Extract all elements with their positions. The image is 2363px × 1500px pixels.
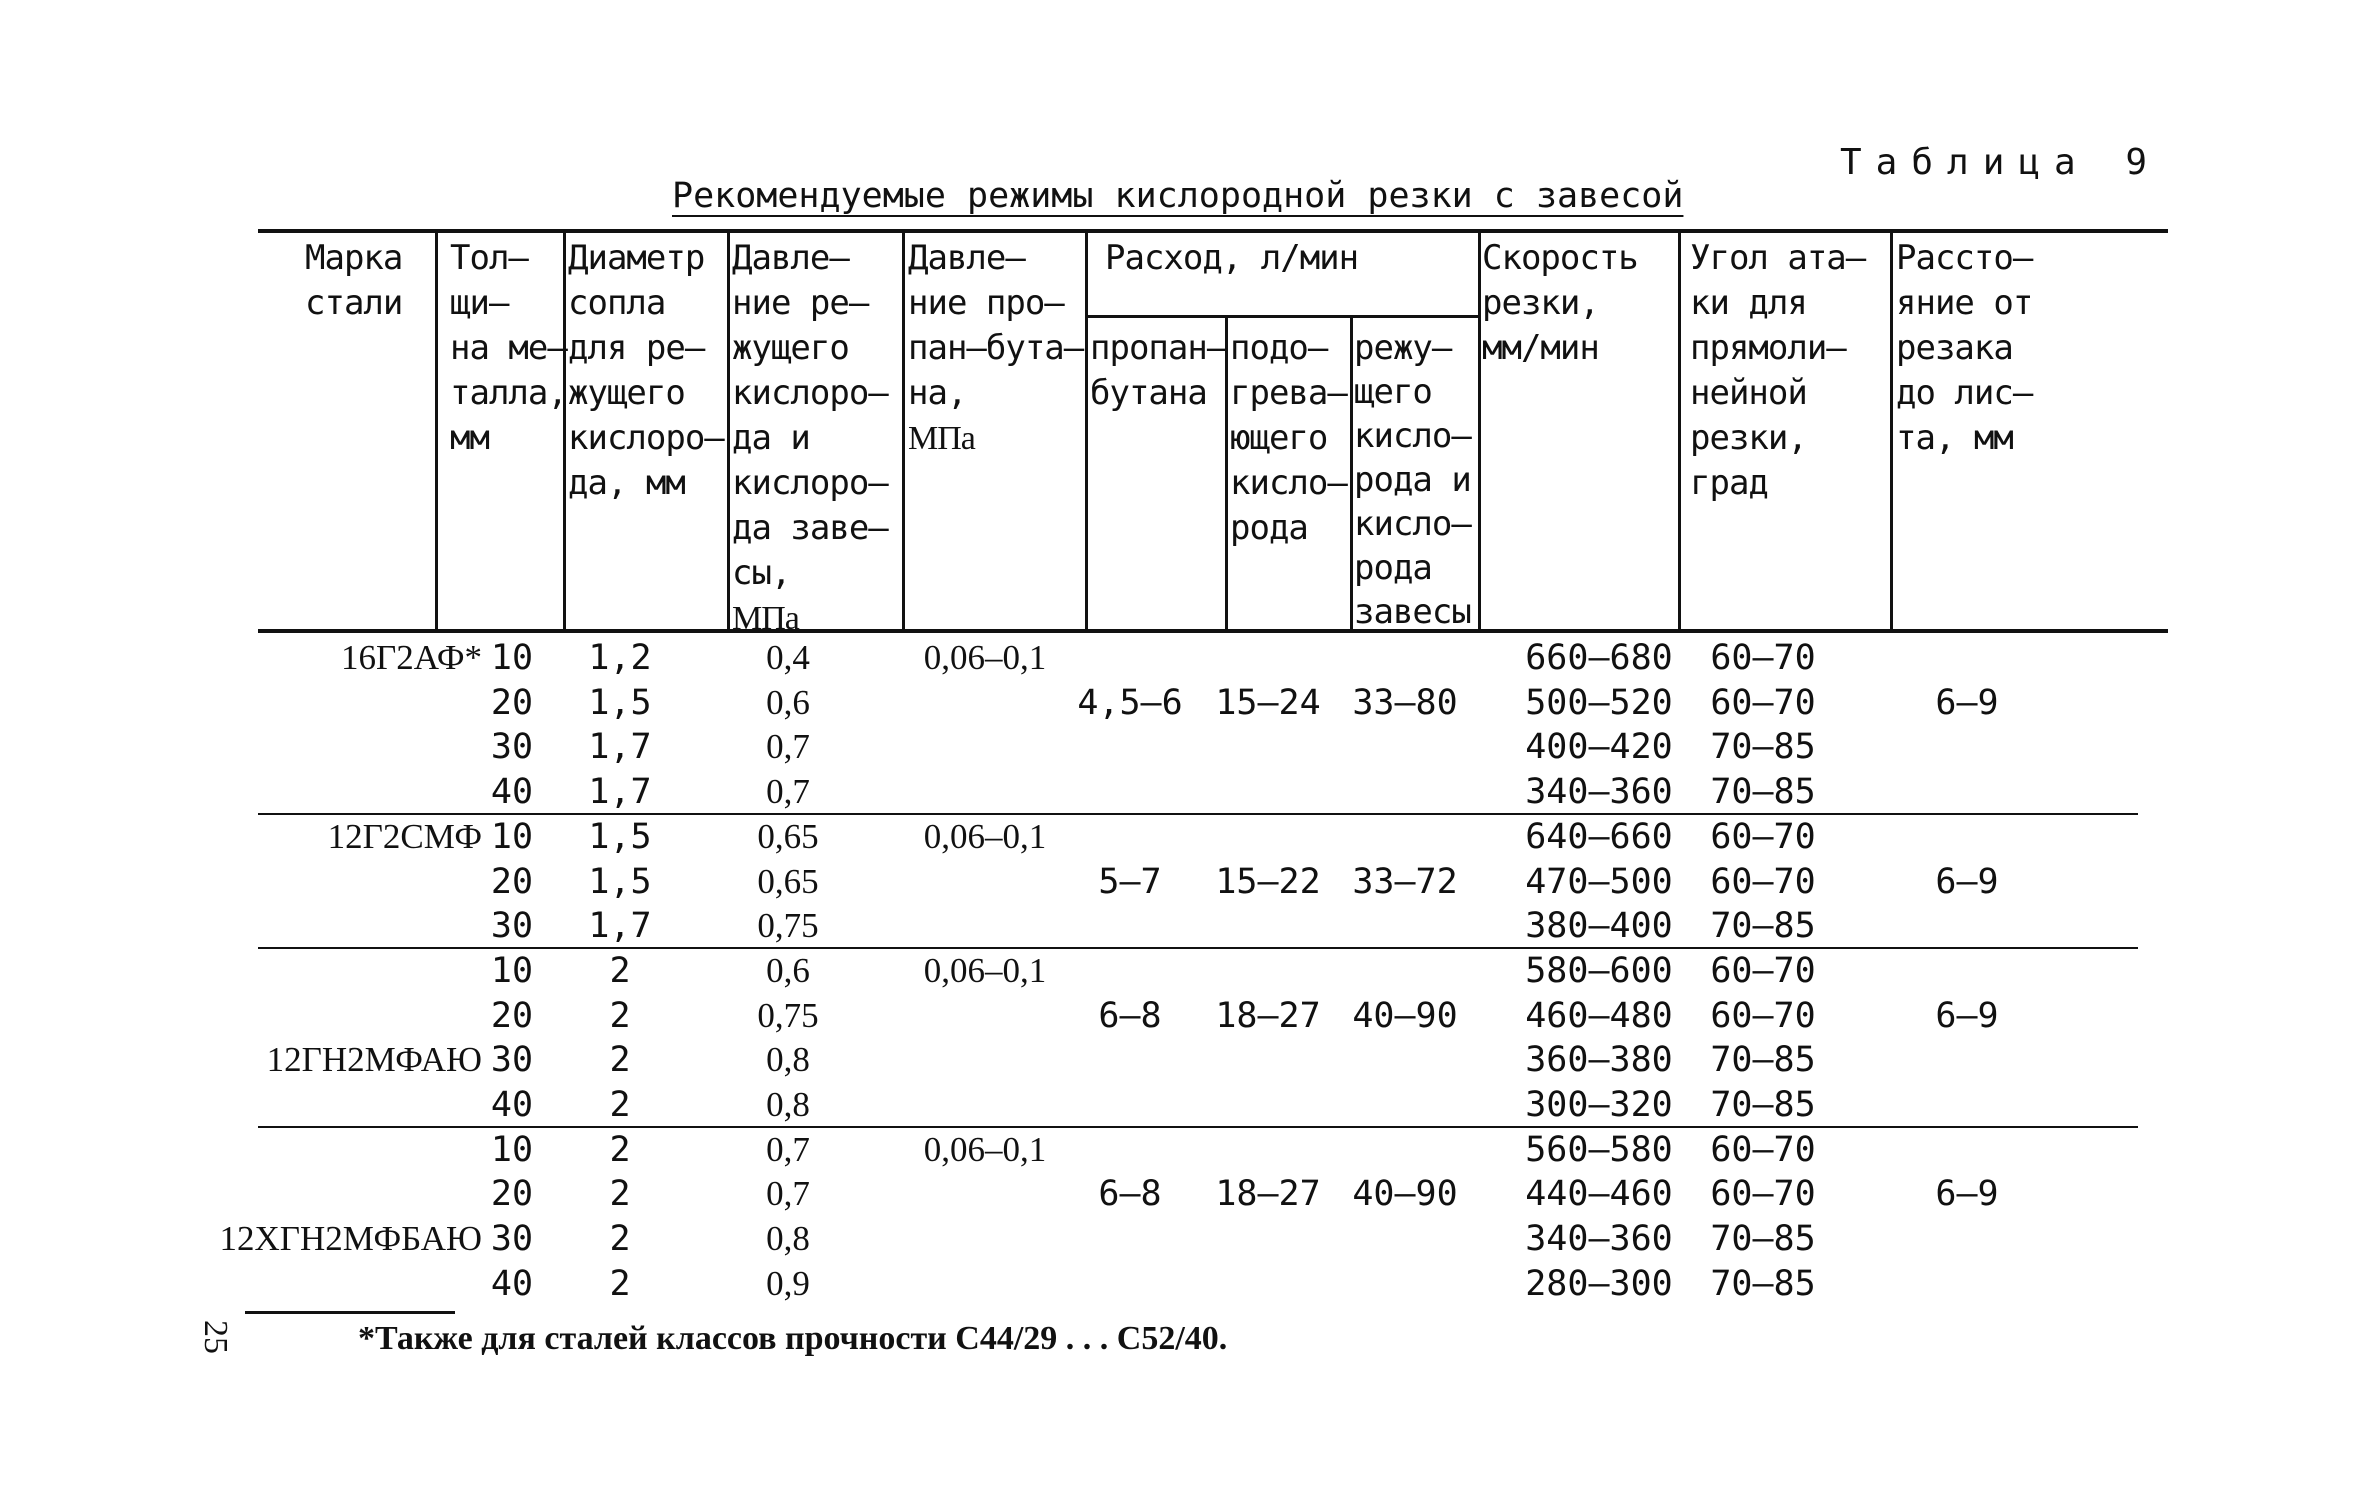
cell-steel-grade: 16Г2АФ* bbox=[341, 638, 482, 677]
cell-thickness: 20 bbox=[490, 995, 534, 1036]
header-flow-propane: пропан– бутана bbox=[1090, 328, 1227, 413]
cell-propane-pressure: 0,06–0,1 bbox=[923, 1129, 1047, 1169]
cell-cutting-speed: 580–600 bbox=[1525, 950, 1673, 991]
cell-nozzle-diameter: 1,7 bbox=[588, 906, 652, 947]
cell-flow-preheat: 15–24 bbox=[1215, 682, 1321, 723]
cell-attack-angle: 60–70 bbox=[1710, 638, 1816, 678]
cell-attack-angle: 60–70 bbox=[1710, 861, 1816, 902]
header-bottom-rule bbox=[258, 629, 2168, 633]
cell-cutting-speed: 500–520 bbox=[1525, 682, 1673, 723]
cell-nozzle-diameter: 2 bbox=[609, 1129, 631, 1170]
cell-cutting-speed: 340–360 bbox=[1525, 772, 1673, 813]
cell-cutting-speed: 340–360 bbox=[1525, 1219, 1673, 1260]
cell-torch-distance: 6–9 bbox=[1935, 682, 1999, 723]
cell-nozzle-diameter: 2 bbox=[609, 995, 631, 1036]
cell-attack-angle: 70–85 bbox=[1710, 1263, 1816, 1304]
flow-subheader-rule bbox=[1085, 315, 1479, 318]
cell-nozzle-diameter: 2 bbox=[609, 1219, 631, 1260]
cell-propane-pressure: 0,06–0,1 bbox=[923, 816, 1047, 856]
cell-thickness: 10 bbox=[490, 1129, 534, 1170]
cell-attack-angle: 60–70 bbox=[1710, 1174, 1816, 1215]
cell-oxygen-pressure: 0,9 bbox=[766, 1263, 810, 1303]
header-flow-cutting: режу– щего кисло– рода и кисло– рода завесы bbox=[1354, 328, 1471, 632]
table-caption: Рекомендуемые режимы кислородной резки с завесой bbox=[672, 176, 1684, 216]
footnote-rule bbox=[245, 1311, 455, 1314]
cell-cutting-speed: 400–420 bbox=[1525, 727, 1673, 768]
header-flow-group: Расход, л/мин bbox=[1105, 238, 1359, 278]
cell-cutting-speed: 470–500 bbox=[1525, 861, 1673, 902]
cell-oxygen-pressure: 0,7 bbox=[766, 772, 810, 812]
cell-flow-propane: 6–8 bbox=[1098, 1174, 1162, 1215]
cell-flow-cutting: 40–90 bbox=[1352, 995, 1458, 1036]
cell-nozzle-diameter: 1,5 bbox=[588, 682, 652, 723]
cell-oxygen-pressure: 0,7 bbox=[766, 1174, 810, 1214]
cell-flow-cutting: 40–90 bbox=[1352, 1174, 1458, 1215]
cell-cutting-speed: 660–680 bbox=[1525, 638, 1673, 678]
group-divider bbox=[258, 813, 2138, 815]
cell-thickness: 30 bbox=[490, 727, 534, 768]
cell-nozzle-diameter: 1,5 bbox=[588, 816, 652, 857]
cell-steel-grade: 12ХГН2МФБАЮ bbox=[219, 1219, 482, 1259]
cell-attack-angle: 70–85 bbox=[1710, 772, 1816, 813]
cell-thickness: 40 bbox=[490, 772, 534, 813]
cell-nozzle-diameter: 2 bbox=[609, 1263, 631, 1304]
cell-oxygen-pressure: 0,6 bbox=[766, 682, 810, 722]
cell-nozzle-diameter: 1,7 bbox=[588, 772, 652, 813]
cell-torch-distance: 6–9 bbox=[1935, 995, 1999, 1036]
cell-attack-angle: 60–70 bbox=[1710, 995, 1816, 1036]
cell-thickness: 20 bbox=[490, 861, 534, 902]
cell-thickness: 40 bbox=[490, 1085, 534, 1125]
cell-thickness: 30 bbox=[490, 1219, 534, 1260]
cell-nozzle-diameter: 1,5 bbox=[588, 861, 652, 902]
cell-propane-pressure: 0,06–0,1 bbox=[923, 638, 1047, 677]
header-flow-preheat: подо– грева– ющего кисло– рода bbox=[1230, 328, 1347, 548]
cell-attack-angle: 70–85 bbox=[1710, 906, 1816, 947]
cell-thickness: 10 bbox=[490, 816, 534, 857]
cell-flow-propane: 4,5–6 bbox=[1077, 682, 1183, 723]
cell-flow-preheat: 18–27 bbox=[1215, 1174, 1321, 1215]
cell-thickness: 10 bbox=[490, 638, 534, 678]
cell-thickness: 10 bbox=[490, 950, 534, 991]
cell-nozzle-diameter: 2 bbox=[609, 950, 631, 991]
cell-attack-angle: 70–85 bbox=[1710, 1085, 1816, 1125]
cell-cutting-speed: 360–380 bbox=[1525, 1040, 1673, 1081]
cell-torch-distance: 6–9 bbox=[1935, 861, 1999, 902]
cell-attack-angle: 60–70 bbox=[1710, 816, 1816, 857]
cell-cutting-speed: 300–320 bbox=[1525, 1085, 1673, 1125]
header-propane-pressure: Давле– ние про– пан–бута– на, МПа bbox=[908, 238, 1084, 457]
cell-thickness: 30 bbox=[490, 1040, 534, 1081]
cell-flow-preheat: 15–22 bbox=[1215, 861, 1321, 902]
cell-flow-propane: 6–8 bbox=[1098, 995, 1162, 1036]
footnote: *Также для сталей классов прочности С44/29 . . . С52/40. bbox=[358, 1320, 1228, 1357]
cell-oxygen-pressure: 0,8 bbox=[766, 1040, 810, 1080]
cell-nozzle-diameter: 2 bbox=[609, 1085, 631, 1125]
cell-oxygen-pressure: 0,7 bbox=[766, 1129, 810, 1169]
cell-nozzle-diameter: 2 bbox=[609, 1174, 631, 1215]
header-angle: Угол ата– ки для прямоли– нейной резки, град bbox=[1690, 238, 1866, 503]
cell-cutting-speed: 380–400 bbox=[1525, 906, 1673, 947]
cell-flow-cutting: 33–72 bbox=[1352, 861, 1458, 902]
page-number: 25 bbox=[197, 1320, 234, 1354]
cell-oxygen-pressure: 0,75 bbox=[757, 995, 819, 1035]
cell-attack-angle: 70–85 bbox=[1710, 1219, 1816, 1260]
cell-attack-angle: 70–85 bbox=[1710, 727, 1816, 768]
header-divider bbox=[1478, 231, 1481, 631]
group-divider bbox=[258, 1126, 2138, 1128]
cell-thickness: 40 bbox=[490, 1263, 534, 1304]
table-label: Таблица 9 bbox=[1840, 142, 2162, 183]
cell-flow-preheat: 18–27 bbox=[1215, 995, 1321, 1036]
cell-steel-grade: 12Г2СМФ bbox=[327, 816, 482, 856]
header-speed: Скорость резки, мм/мин bbox=[1482, 238, 1638, 368]
header-divider bbox=[1890, 231, 1893, 631]
header-nozzle: Диаметр сопла для ре– жущего кислоро– да, мм bbox=[568, 238, 724, 503]
cell-nozzle-diameter: 1,2 bbox=[588, 638, 652, 678]
cell-thickness: 30 bbox=[490, 906, 534, 947]
cell-nozzle-diameter: 2 bbox=[609, 1040, 631, 1081]
cell-oxygen-pressure: 0,65 bbox=[757, 816, 819, 856]
cell-thickness: 20 bbox=[490, 1174, 534, 1215]
cell-flow-cutting: 33–80 bbox=[1352, 682, 1458, 723]
cell-cutting-speed: 460–480 bbox=[1525, 995, 1673, 1036]
cell-oxygen-pressure: 0,8 bbox=[766, 1219, 810, 1259]
cell-cutting-speed: 280–300 bbox=[1525, 1263, 1673, 1304]
cell-propane-pressure: 0,06–0,1 bbox=[923, 950, 1047, 990]
cell-oxygen-pressure: 0,8 bbox=[766, 1085, 810, 1124]
header-divider bbox=[435, 231, 438, 631]
cell-thickness: 20 bbox=[490, 682, 534, 723]
header-divider bbox=[1678, 231, 1681, 631]
header-divider bbox=[727, 231, 730, 631]
header-divider bbox=[902, 231, 905, 631]
cell-attack-angle: 70–85 bbox=[1710, 1040, 1816, 1081]
header-grade: Марка стали bbox=[305, 238, 403, 323]
cell-oxygen-pressure: 0,6 bbox=[766, 950, 810, 990]
cell-oxygen-pressure: 0,75 bbox=[757, 906, 819, 946]
header-divider bbox=[1350, 316, 1353, 631]
cell-flow-propane: 5–7 bbox=[1098, 861, 1162, 902]
cell-cutting-speed: 640–660 bbox=[1525, 816, 1673, 857]
cell-attack-angle: 60–70 bbox=[1710, 682, 1816, 723]
cell-cutting-speed: 440–460 bbox=[1525, 1174, 1673, 1215]
header-thickness: Тол– щи– на ме– талла, мм bbox=[450, 238, 567, 458]
cell-attack-angle: 60–70 bbox=[1710, 950, 1816, 991]
cell-oxygen-pressure: 0,65 bbox=[757, 861, 819, 901]
group-divider bbox=[258, 947, 2138, 949]
cell-oxygen-pressure: 0,7 bbox=[766, 727, 810, 767]
cell-torch-distance: 6–9 bbox=[1935, 1174, 1999, 1215]
cell-nozzle-diameter: 1,7 bbox=[588, 727, 652, 768]
cell-oxygen-pressure: 0,4 bbox=[766, 638, 810, 677]
cell-attack-angle: 60–70 bbox=[1710, 1129, 1816, 1170]
header-oxygen-pressure: Давле– ние ре– жущего кислоро– да и кислоро– да заве– сы, МПа bbox=[732, 238, 888, 637]
header-top-rule bbox=[258, 229, 2168, 233]
cell-steel-grade: 12ГН2МФАЮ bbox=[266, 1040, 482, 1080]
header-distance: Рассто– яние от резака до лис– та, мм bbox=[1896, 238, 2033, 458]
header-divider bbox=[1085, 231, 1088, 631]
cell-cutting-speed: 560–580 bbox=[1525, 1129, 1673, 1170]
